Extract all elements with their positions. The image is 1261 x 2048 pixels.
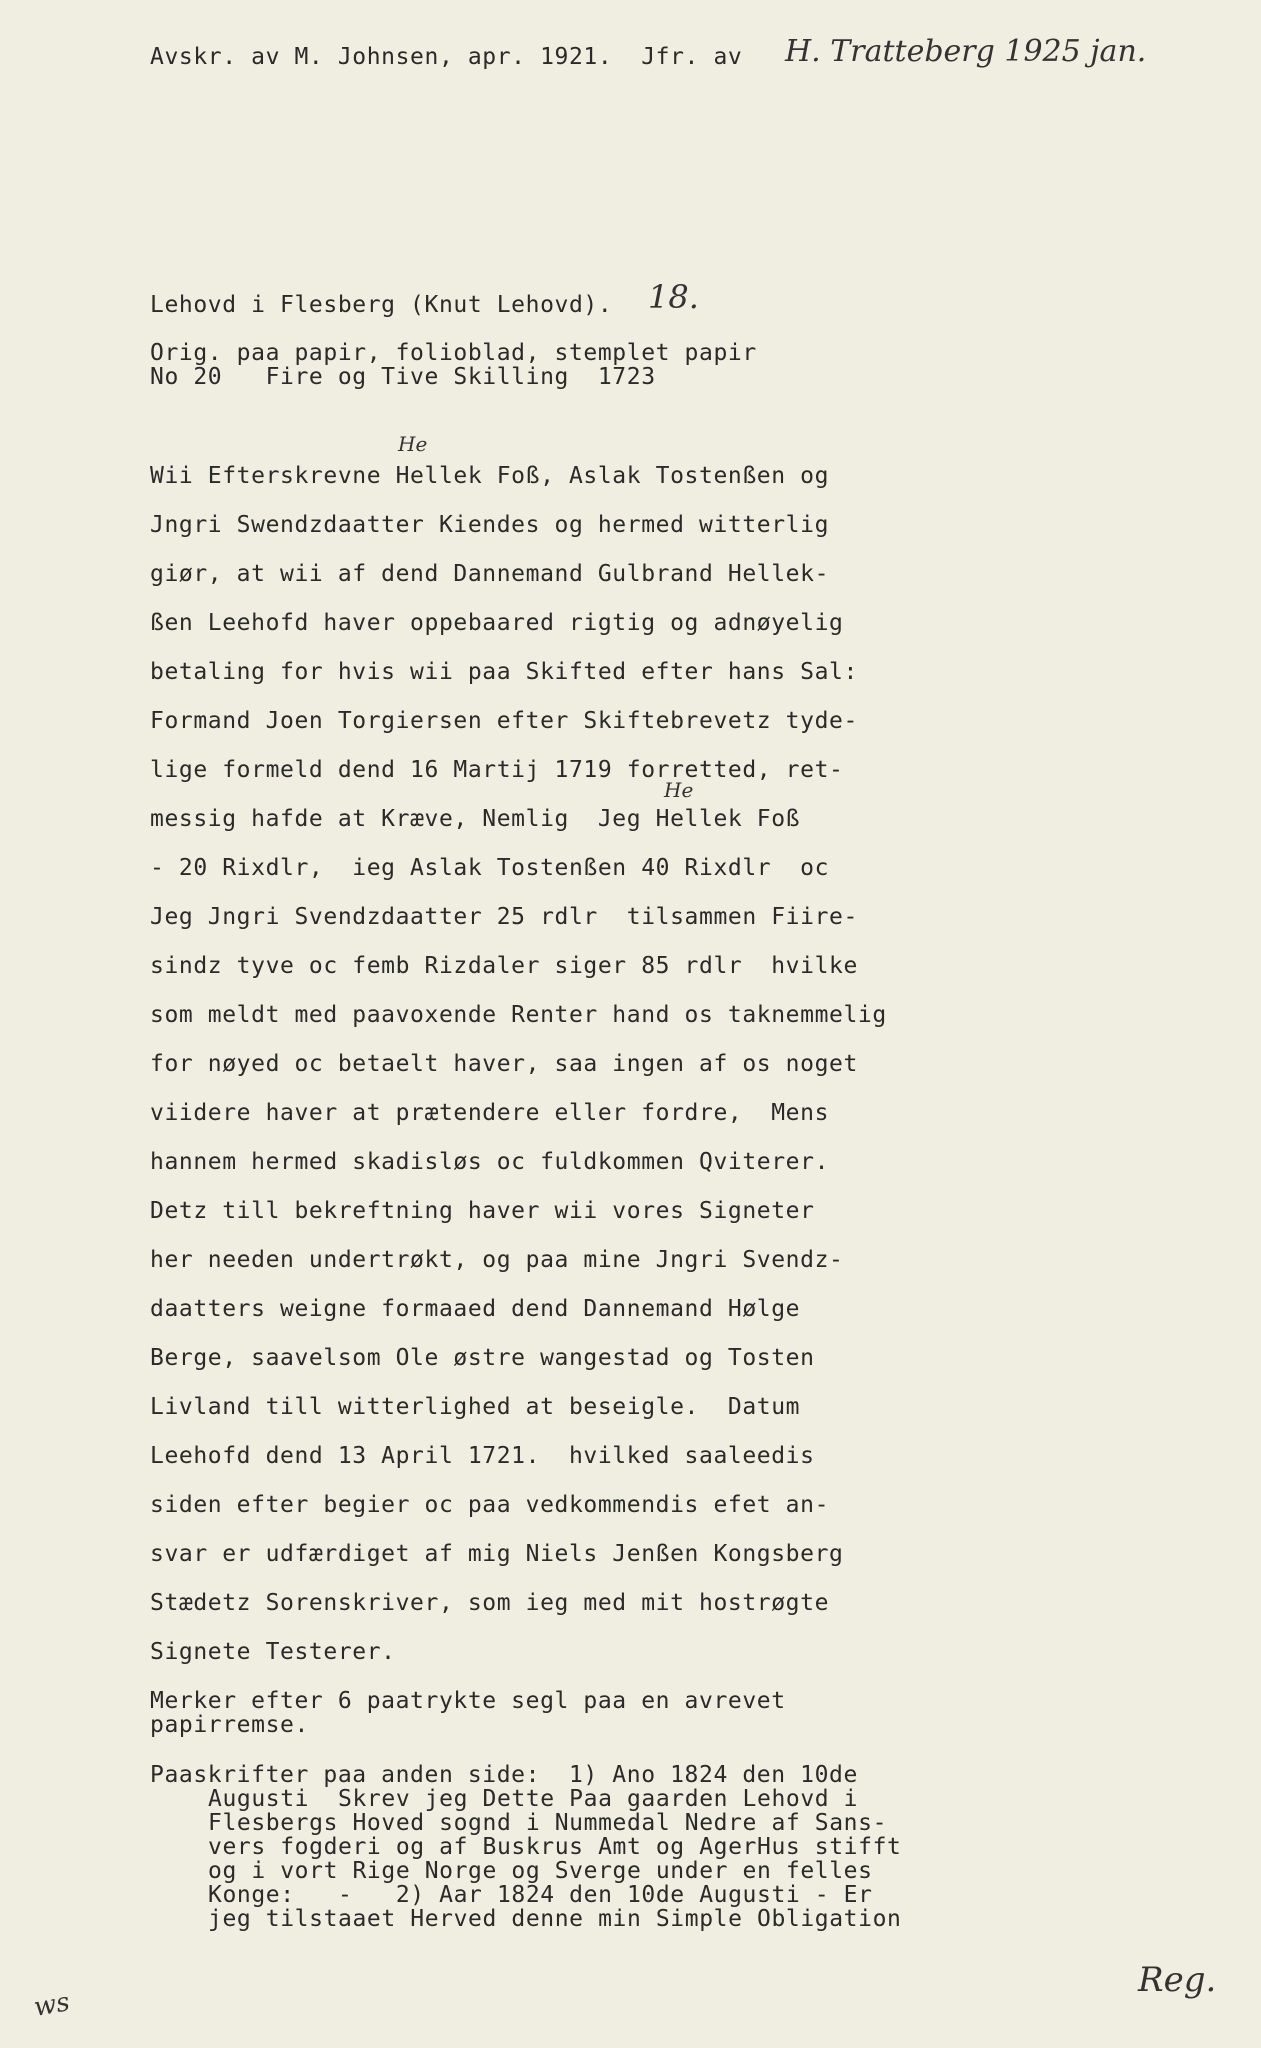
document-number: 18. <box>648 278 699 316</box>
body-line: sindz tyve oc femb Rizdaler siger 85 rdlr hvilke <box>150 953 858 979</box>
body-line: siden efter begier oc paa vedkommendis efet an- <box>150 1492 830 1518</box>
body-line: her needen undertrøkt, og paa mine Jngri Svendz- <box>150 1247 844 1273</box>
origin-line-2: No 20 Fire og Tive Skilling 1723 <box>150 364 656 390</box>
margin-mark-right: Reg. <box>1138 1960 1217 2000</box>
body-line: Wii Efterskrevne Hellek Foß, Aslak Tostenßen og <box>150 463 830 489</box>
body-line: - 20 Rixdlr, ieg Aslak Tostenßen 40 Rixdlr oc <box>150 855 830 881</box>
body-line: Berge, saavelsom Ole østre wangestad og Tosten <box>150 1345 815 1371</box>
margin-mark-left: ws <box>31 1987 72 2023</box>
header-handwritten: H. Tratteberg 1925 jan. <box>785 34 1147 69</box>
body-line: Leehofd dend 13 April 1721. hvilked saaleedis <box>150 1443 815 1469</box>
paaskrift-line: Konge: - 2) Aar 1824 den 10de Augusti - Er <box>208 1882 873 1908</box>
correction-1: He <box>398 432 428 456</box>
note-line-1: Merker efter 6 paatrykte segl paa en avrevet <box>150 1688 786 1714</box>
paaskrift-line: Flesbergs Hoved sognd i Nummedal Nedre af Sans- <box>208 1810 888 1836</box>
body-line: som meldt med paavoxende Renter hand os taknemmelig <box>150 1002 887 1028</box>
paaskrift-line: jeg tilstaaet Herved denne min Simple Obligation <box>208 1906 902 1932</box>
body-line: svar er udfærdiget af mig Niels Jenßen Kongsberg <box>150 1541 844 1567</box>
body-line: betaling for hvis wii paa Skifted efter hans Sal: <box>150 659 858 685</box>
body-line: Jeg Jngri Svendzdaatter 25 rdlr tilsammen Fiire- <box>150 904 858 930</box>
origin-line-1: Orig. paa papir, folioblad, stemplet papir <box>150 340 757 366</box>
body-line: Formand Joen Torgiersen efter Skiftebrevetz tyde- <box>150 708 858 734</box>
correction-2: He <box>664 778 694 802</box>
paaskrift-line: og i vort Rige Norge og Sverge under en felles <box>208 1858 873 1884</box>
body-line: Signete Testerer. <box>150 1639 396 1665</box>
body-line: hannem hermed skadisløs oc fuldkommen Qviterer. <box>150 1149 830 1175</box>
note-line-2: papirremse. <box>150 1712 309 1738</box>
body-line: lige formeld dend 16 Martij 1719 forretted, ret- <box>150 757 844 783</box>
body-line: messig hafde at Kræve, Nemlig Jeg Hellek Foß <box>150 806 801 832</box>
body-line: viidere haver at prætendere eller fordre, Mens <box>150 1100 830 1126</box>
body-line: Jngri Swendzdaatter Kiendes og hermed witterlig <box>150 512 830 538</box>
body-line: Livland till witterlighed at beseigle. Datum <box>150 1394 801 1420</box>
body-line: Stædetz Sorenskriver, som ieg med mit hostrøgte <box>150 1590 830 1616</box>
header-typed: Avskr. av M. Johnsen, apr. 1921. Jfr. av <box>150 44 743 70</box>
document-title: Lehovd i Flesberg (Knut Lehovd). <box>150 292 613 318</box>
body-line: Detz till bekreftning haver wii vores Signeter <box>150 1198 815 1224</box>
body-line: ßen Leehofd haver oppebaared rigtig og adnøyelig <box>150 610 844 636</box>
paaskrift-line: Augusti Skrev jeg Dette Paa gaarden Lehovd i <box>208 1786 859 1812</box>
paaskrift-line: Paaskrifter paa anden side: 1) Ano 1824 den 10de <box>150 1762 858 1788</box>
body-line: daatters weigne formaaed dend Dannemand Hølge <box>150 1296 801 1322</box>
paaskrift-line: vers fogderi og af Buskrus Amt og AgerHus stifft <box>208 1834 902 1860</box>
body-line: giør, at wii af dend Dannemand Gulbrand Hellek- <box>150 561 830 587</box>
body-line: for nøyed oc betaelt haver, saa ingen af os noget <box>150 1051 858 1077</box>
